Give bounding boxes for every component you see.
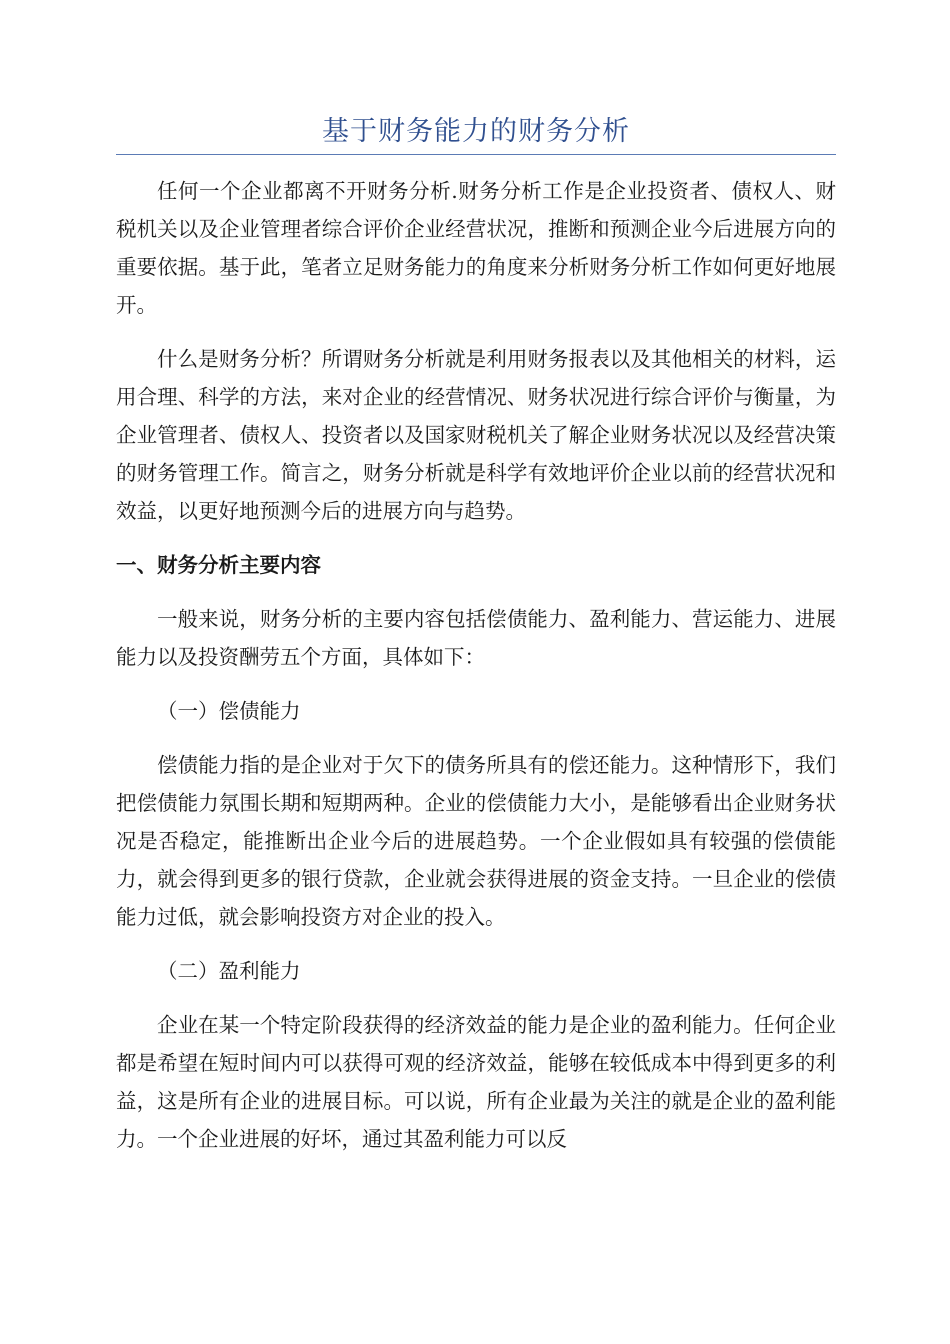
document-title: 基于财务能力的财务分析 <box>322 116 630 147</box>
paragraph-profitability: 企业在某一个特定阶段获得的经济效益的能力是企业的盈利能力。任何企业都是希望在短时间内可以获得可观的经济效益，能够在较低成本中得到更多的利益，这是所有企业的进展目标。可以说，所有企业最为关注的就是企业的盈利能力。一个企业进展的好坏，通过其盈利能力可以反 <box>116 1013 836 1151</box>
document-body <box>116 172 836 1174</box>
paragraph-intro: 任何一个企业都离不开财务分析.财务分析工作是企业投资者、债权人、财税机关以及企业管理者综合评价企业经营状况，推断和预测企业今后进展方向的重要依据。基于此，笔者立足财务能力的角度来分析财务分析工作如何更好地展开。 <box>116 179 836 317</box>
section-heading: 一、财务分析主要内容 <box>116 553 321 577</box>
subheading-profitability: （二）盈利能力 <box>157 959 301 983</box>
paragraph-solvency: 偿债能力指的是企业对于欠下的债务所具有的偿还能力。这种情形下，我们把偿债能力氛围长期和短期两种。企业的偿债能力大小，是能够看出企业财务状况是否稳定，能推断出企业今后的进展趋势。一个企业假如具有较强的偿债能力，就会得到更多的银行贷款，企业就会获得进展的资金支持。一旦企业的偿债能力过低，就会影响投资方对企业的投入。 <box>116 753 836 929</box>
title-underline <box>116 154 836 155</box>
subheading-solvency: （一）偿债能力 <box>157 699 301 723</box>
paragraph-definition: 什么是财务分析？所谓财务分析就是利用财务报表以及其他相关的材料，运用合理、科学的方法，来对企业的经营情况、财务状况进行综合评价与衡量，为企业管理者、债权人、投资者以及国家财税机关了解企业财务状况以及经营决策的财务管理工作。简言之，财务分析就是科学有效地评价企业以前的经营状况和效益，以更好地预测今后的进展方向与趋势。 <box>116 347 836 523</box>
paragraph-overview: 一般来说，财务分析的主要内容包括偿债能力、盈利能力、营运能力、进展能力以及投资酬劳五个方面，具体如下： <box>116 607 836 669</box>
